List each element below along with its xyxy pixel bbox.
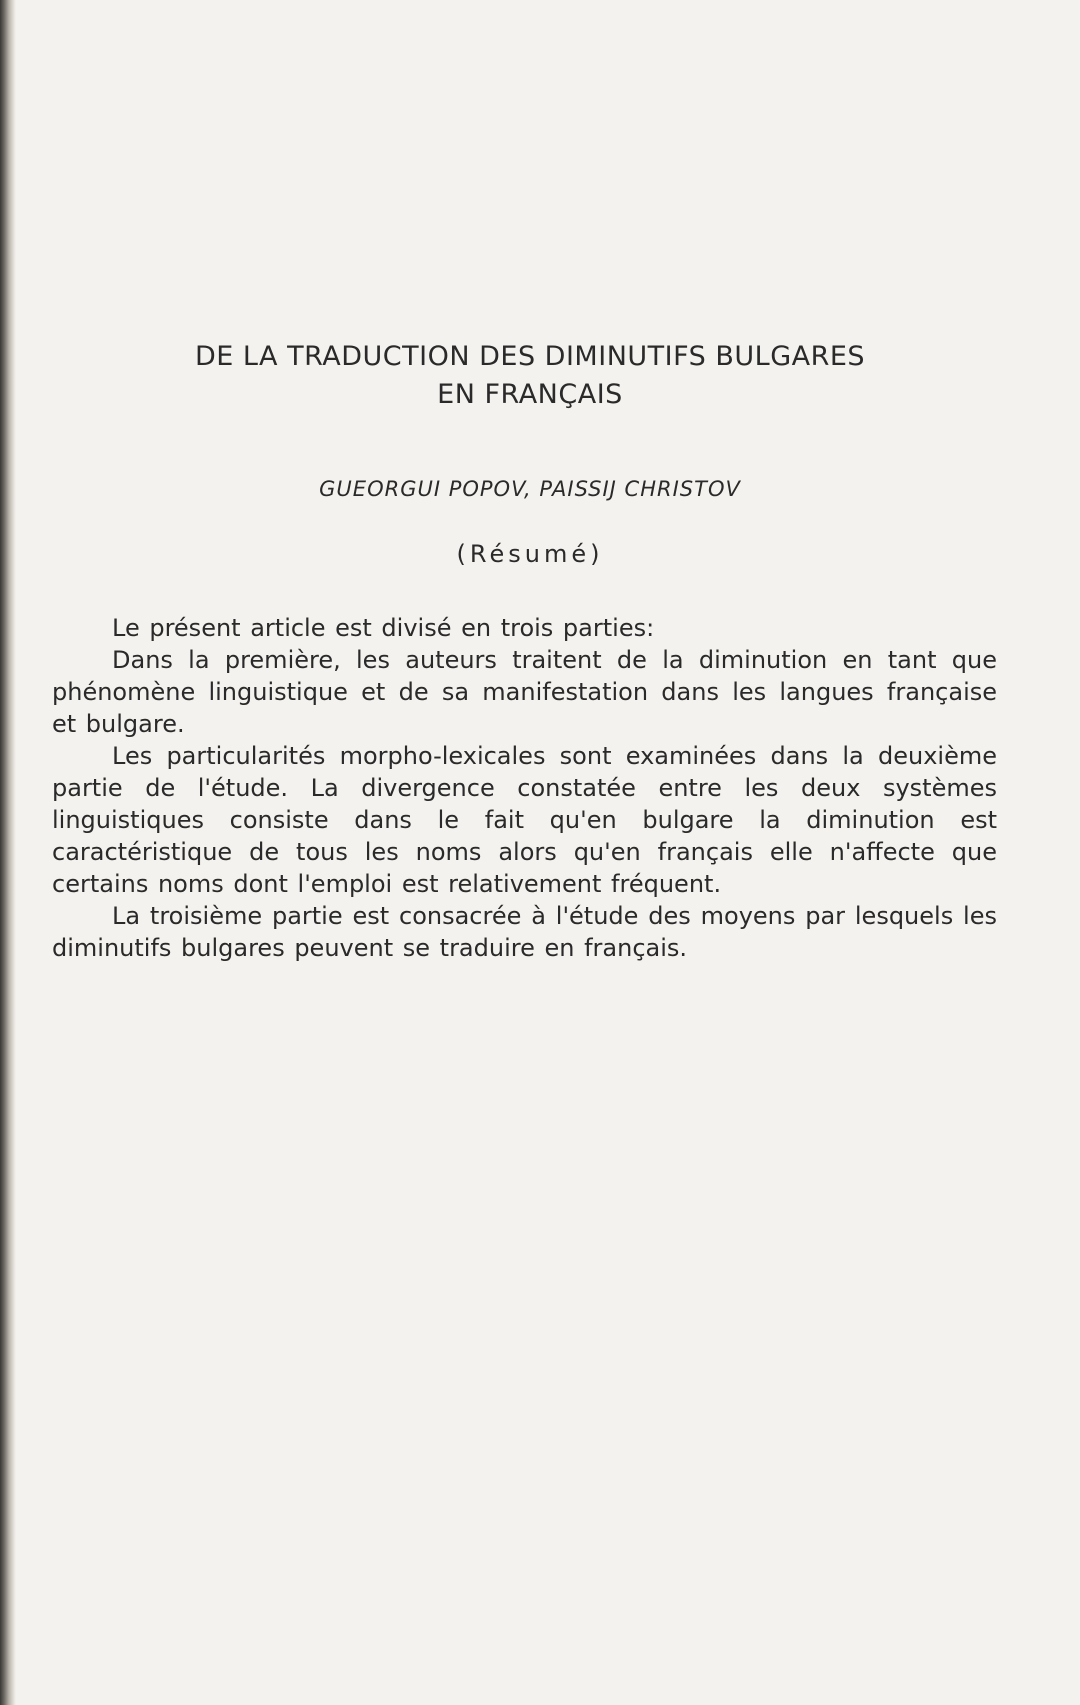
article-title-line-1: DE LA TRADUCTION DES DIMINUTIFS BULGARES	[194, 341, 866, 372]
article-authors: GUEORGUI POPOV, PAISSIJ CHRISTOV	[319, 477, 741, 501]
resume-label: (Résumé)	[456, 540, 604, 568]
abstract-paragraph-4: La troisième partie est consacrée à l'étude des moyens par lesquels les diminutifs bulgares peuvent se traduire en français.	[52, 902, 997, 962]
article-title-line-2: EN FRANÇAIS	[437, 379, 623, 410]
abstract-paragraph-2: Dans la première, les auteurs traitent de la diminution en tant que phénomène linguistique et de sa manifestation dans les langues française et bulgare.	[52, 646, 997, 738]
abstract-paragraph-3: Les particularités morpho-lexicales sont examinées dans la deuxième partie de l'étude. La divergence constatée entre les deux systèmes linguistiques consiste dans le fait qu'en bulgare la diminution est caractéristique de tous les noms alors qu'en français elle n'affecte que certains noms dont l'emploi est relativement fréquent.	[52, 742, 997, 898]
article-title	[0, 338, 1060, 414]
page-binding-edge	[0, 0, 16, 1705]
abstract-paragraph-1: Le présent article est divisé en trois parties:	[112, 614, 655, 642]
abstract-body	[52, 612, 997, 964]
